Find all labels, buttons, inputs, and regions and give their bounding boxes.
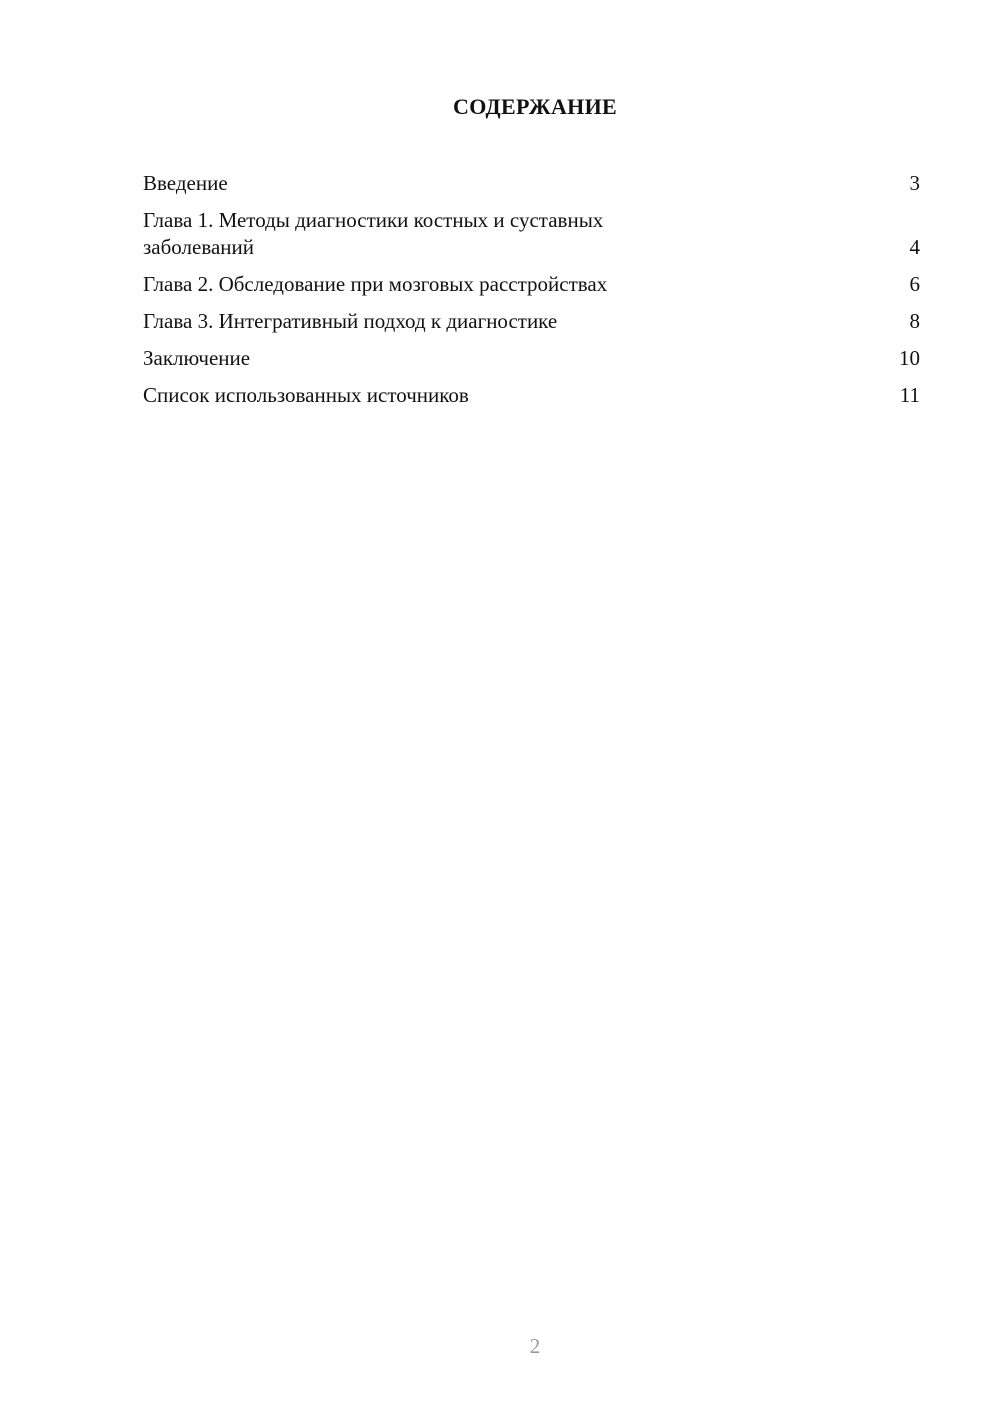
- toc-entry-chapter-3[interactable]: [143, 308, 920, 335]
- toc-entry-label: Глава 2. Обследование при мозговых расстройствах: [143, 272, 608, 296]
- toc-entry-introduction[interactable]: [143, 170, 920, 197]
- toc-entry-chapter-1[interactable]: [143, 207, 920, 261]
- toc-entry-page: 4: [909, 235, 920, 259]
- page-number: 2: [529, 1334, 541, 1358]
- toc-entry-label: Заключение: [143, 346, 251, 370]
- toc-entry-chapter-2[interactable]: [143, 271, 920, 298]
- toc-entry-label: Введение: [143, 171, 228, 195]
- toc-entry-page: 11: [899, 383, 920, 407]
- toc-entry-page: 8: [909, 309, 920, 333]
- toc-entry-label: Глава 3. Интегративный подход к диагностике: [143, 309, 558, 333]
- toc-entry-label: Список использованных источников: [143, 383, 469, 407]
- toc-entry-references[interactable]: [143, 382, 920, 409]
- toc-heading: СОДЕРЖАНИЕ: [453, 94, 617, 119]
- toc-entry-page: 10: [899, 346, 920, 370]
- toc-entry-page: 3: [909, 171, 920, 195]
- toc-entry-conclusion[interactable]: [143, 345, 920, 372]
- table-of-contents: [143, 170, 920, 419]
- toc-entry-label: Глава 1. Методы диагностики костных и суставных заболеваний: [143, 208, 604, 259]
- toc-entry-page: 6: [909, 272, 920, 296]
